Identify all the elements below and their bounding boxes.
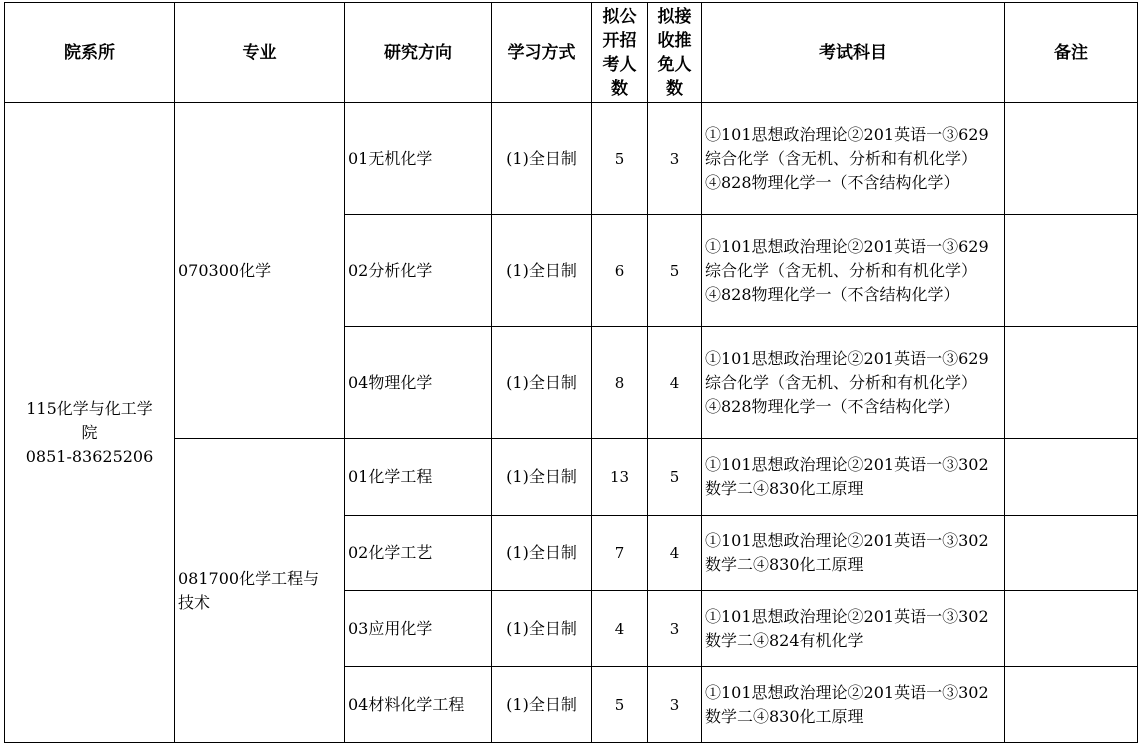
header-subjects: 考试科目 xyxy=(702,3,1005,103)
public-quota-cell: 4 xyxy=(592,591,648,667)
direction-cell: 02分析化学 xyxy=(345,215,492,327)
mode-cell: (1)全日制 xyxy=(492,215,592,327)
mode-cell: (1)全日制 xyxy=(492,591,592,667)
enrollment-table xyxy=(4,2,1138,743)
exempt-quota-cell: 3 xyxy=(648,103,702,215)
header-public-quota xyxy=(592,3,648,103)
header-public-quota-line: 拟公 xyxy=(602,6,637,27)
exempt-quota-cell: 3 xyxy=(648,591,702,667)
direction-cell: 01化学工程 xyxy=(345,439,492,516)
header-public-quota-line: 数 xyxy=(611,78,628,99)
notes-cell xyxy=(1005,516,1138,591)
notes-cell xyxy=(1005,667,1138,743)
subjects-cell: ①101思想政治理论②201英语一③302数学二④830化工原理 xyxy=(702,439,1005,516)
exempt-quota-cell: 4 xyxy=(648,516,702,591)
subjects-cell: ①101思想政治理论②201英语一③302数学二④830化工原理 xyxy=(702,667,1005,743)
direction-cell: 04材料化学工程 xyxy=(345,667,492,743)
header-dept: 院系所 xyxy=(5,3,175,103)
exempt-quota-cell: 3 xyxy=(648,667,702,743)
subjects-cell: ①101思想政治理论②201英语一③302数学二④824有机化学 xyxy=(702,591,1005,667)
dept-phone: 0851-83625206 xyxy=(25,446,154,466)
header-mode: 学习方式 xyxy=(492,3,592,103)
notes-cell xyxy=(1005,327,1138,439)
dept-cell xyxy=(5,103,175,743)
header-exempt-quota-line: 免人 xyxy=(657,54,692,75)
major-cell xyxy=(175,439,345,743)
mode-cell: (1)全日制 xyxy=(492,667,592,743)
exempt-quota-cell: 4 xyxy=(648,327,702,439)
dept-name-cont: 院 xyxy=(81,422,98,442)
dept-name: 115化学与化工学 xyxy=(26,398,153,418)
notes-cell xyxy=(1005,103,1138,215)
subjects-cell: ①101思想政治理论②201英语一③629综合化学（含无机、分析和有机化学）④828物理化学一（不含结构化学） xyxy=(702,103,1005,215)
header-public-quota-line: 考人 xyxy=(602,54,637,75)
direction-cell: 01无机化学 xyxy=(345,103,492,215)
subjects-cell: ①101思想政治理论②201英语一③629综合化学（含无机、分析和有机化学）④828物理化学一（不含结构化学） xyxy=(702,215,1005,327)
header-major: 专业 xyxy=(175,3,345,103)
subjects-cell: ①101思想政治理论②201英语一③302数学二④830化工原理 xyxy=(702,516,1005,591)
subjects-cell: ①101思想政治理论②201英语一③629综合化学（含无机、分析和有机化学）④828物理化学一（不含结构化学） xyxy=(702,327,1005,439)
direction-cell: 02化学工艺 xyxy=(345,516,492,591)
major-name: 070300化学 xyxy=(178,260,272,280)
public-quota-cell: 13 xyxy=(592,439,648,516)
notes-cell xyxy=(1005,591,1138,667)
exempt-quota-cell: 5 xyxy=(648,439,702,516)
header-exempt-quota-line: 数 xyxy=(666,78,683,99)
mode-cell: (1)全日制 xyxy=(492,516,592,591)
header-exempt-quota-line: 拟接 xyxy=(657,6,692,27)
table-row xyxy=(5,103,1138,215)
mode-cell: (1)全日制 xyxy=(492,103,592,215)
exempt-quota-cell: 5 xyxy=(648,215,702,327)
header-notes: 备注 xyxy=(1005,3,1138,103)
major-name: 081700化学工程与 xyxy=(178,568,320,588)
public-quota-cell: 7 xyxy=(592,516,648,591)
mode-cell: (1)全日制 xyxy=(492,439,592,516)
public-quota-cell: 8 xyxy=(592,327,648,439)
header-exempt-quota-line: 收推 xyxy=(657,30,692,51)
public-quota-cell: 6 xyxy=(592,215,648,327)
public-quota-cell: 5 xyxy=(592,103,648,215)
direction-cell: 03应用化学 xyxy=(345,591,492,667)
major-name-cont: 技术 xyxy=(178,592,211,612)
mode-cell: (1)全日制 xyxy=(492,327,592,439)
major-cell xyxy=(175,103,345,439)
header-exempt-quota xyxy=(648,3,702,103)
direction-cell: 04物理化学 xyxy=(345,327,492,439)
header-direction: 研究方向 xyxy=(345,3,492,103)
table-row xyxy=(5,439,1138,516)
header-public-quota-line: 开招 xyxy=(602,30,637,51)
notes-cell xyxy=(1005,439,1138,516)
public-quota-cell: 5 xyxy=(592,667,648,743)
notes-cell xyxy=(1005,215,1138,327)
header-row xyxy=(5,3,1138,103)
